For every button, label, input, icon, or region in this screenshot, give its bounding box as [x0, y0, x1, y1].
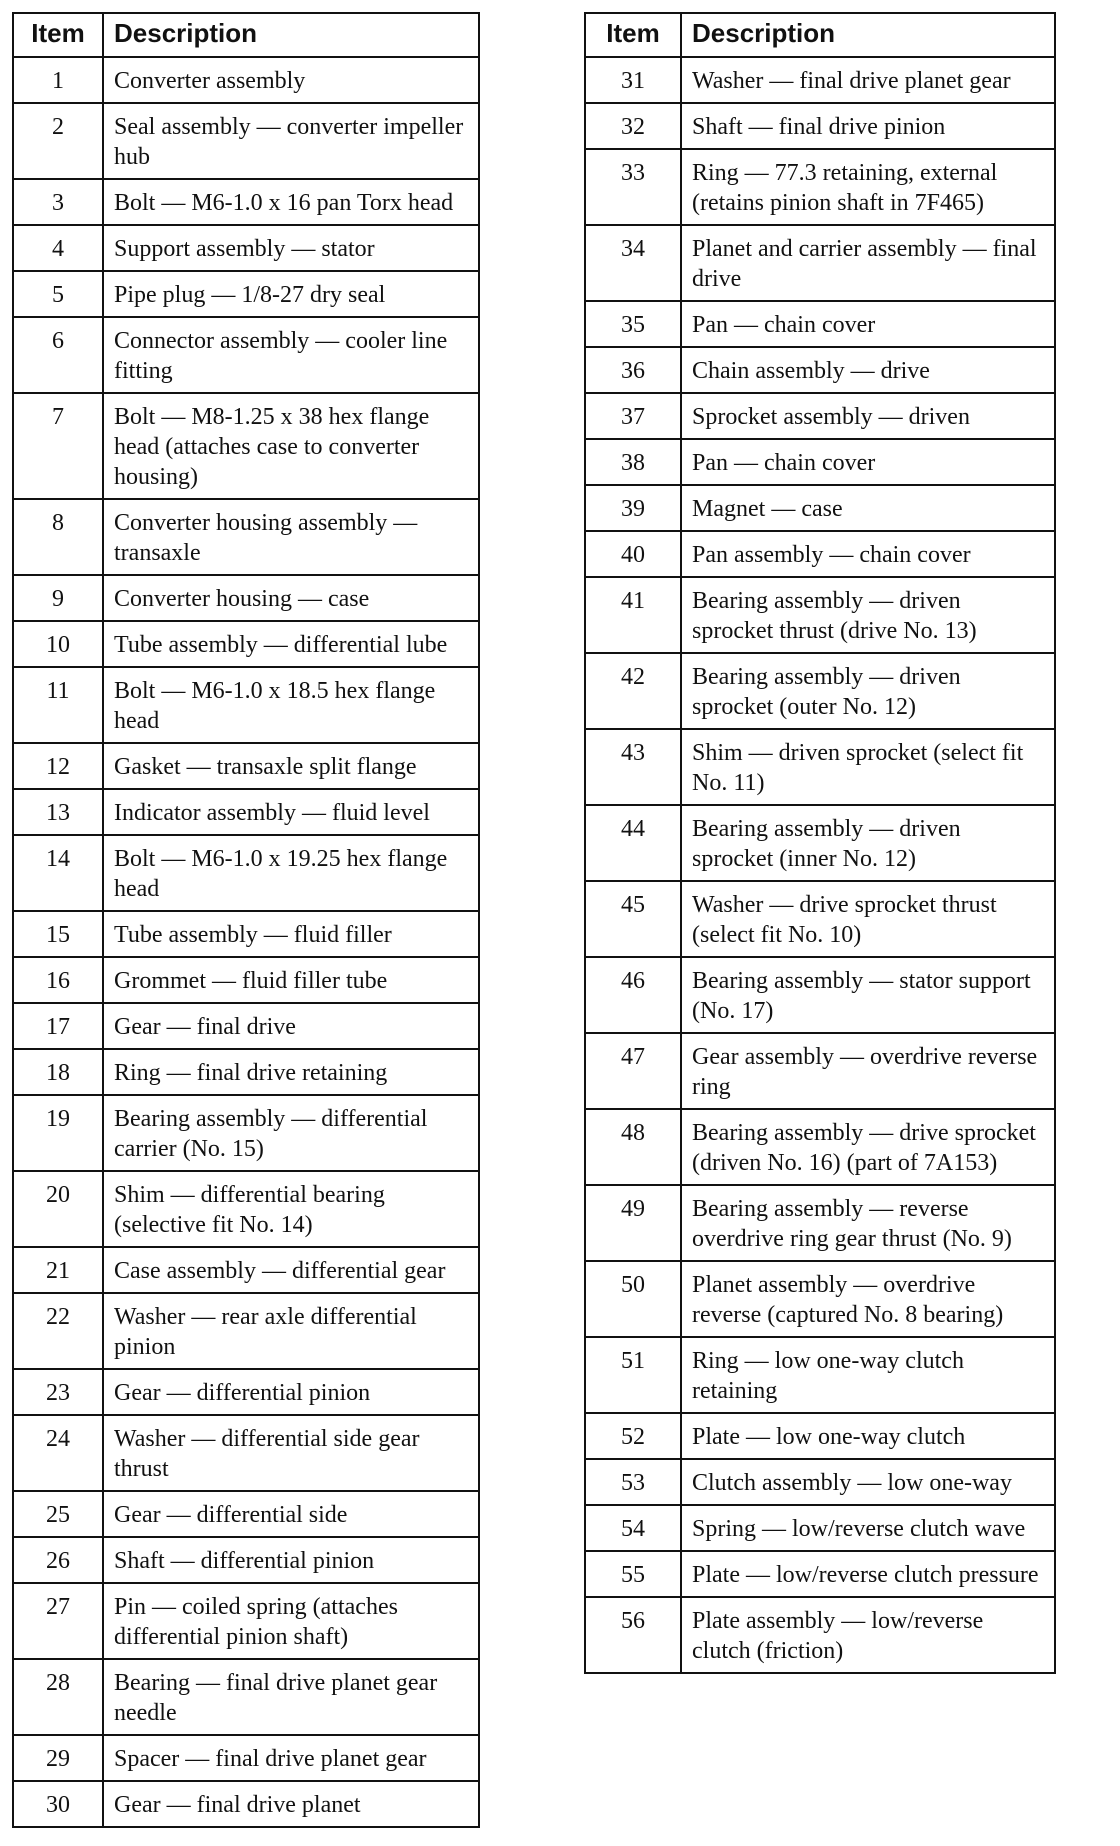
table-row	[13, 911, 479, 957]
item-number: 32	[585, 103, 681, 149]
item-description: Bearing assembly — driven sprocket thrust (drive No. 13)	[681, 577, 1055, 653]
item-number: 19	[13, 1095, 103, 1171]
table-row	[13, 1415, 479, 1491]
item-number: 37	[585, 393, 681, 439]
item-number: 28	[13, 1659, 103, 1735]
item-description: Pan — chain cover	[681, 301, 1055, 347]
item-number: 8	[13, 499, 103, 575]
item-description: Bearing assembly — reverse overdrive ring gear thrust (No. 9)	[681, 1185, 1055, 1261]
table-row	[13, 1049, 479, 1095]
item-number: 14	[13, 835, 103, 911]
item-number: 22	[13, 1293, 103, 1369]
table-row	[585, 1597, 1055, 1673]
item-description: Indicator assembly — fluid level	[103, 789, 479, 835]
item-number: 15	[13, 911, 103, 957]
item-number: 36	[585, 347, 681, 393]
item-number: 33	[585, 149, 681, 225]
item-number: 5	[13, 271, 103, 317]
item-number: 2	[13, 103, 103, 179]
table-row	[585, 1337, 1055, 1413]
item-number: 54	[585, 1505, 681, 1551]
item-number: 38	[585, 439, 681, 485]
item-description: Bearing — final drive planet gear needle	[103, 1659, 479, 1735]
item-description: Chain assembly — drive	[681, 347, 1055, 393]
item-description: Pan — chain cover	[681, 439, 1055, 485]
item-number: 25	[13, 1491, 103, 1537]
table-row	[585, 225, 1055, 301]
item-number: 45	[585, 881, 681, 957]
item-description: Gear assembly — overdrive reverse ring	[681, 1033, 1055, 1109]
table-row	[585, 301, 1055, 347]
table-row	[13, 499, 479, 575]
item-number: 31	[585, 57, 681, 103]
item-description: Bearing assembly — differential carrier (No. 15)	[103, 1095, 479, 1171]
table-row	[13, 1369, 479, 1415]
item-number: 26	[13, 1537, 103, 1583]
table-row	[585, 57, 1055, 103]
item-number: 10	[13, 621, 103, 667]
item-number: 39	[585, 485, 681, 531]
table-row	[13, 1095, 479, 1171]
item-description: Bearing assembly — driven sprocket (inner No. 12)	[681, 805, 1055, 881]
item-description: Seal assembly — converter impeller hub	[103, 103, 479, 179]
item-number: 3	[13, 179, 103, 225]
item-number: 17	[13, 1003, 103, 1049]
item-description: Spring — low/reverse clutch wave	[681, 1505, 1055, 1551]
item-number: 4	[13, 225, 103, 271]
table-row	[13, 1735, 479, 1781]
item-description: Pipe plug — 1/8-27 dry seal	[103, 271, 479, 317]
item-description: Bolt — M6-1.0 x 16 pan Torx head	[103, 179, 479, 225]
description-column-header: Description	[103, 13, 479, 57]
table-row	[585, 1505, 1055, 1551]
item-description: Grommet — fluid filler tube	[103, 957, 479, 1003]
table-row	[13, 103, 479, 179]
table-row	[585, 347, 1055, 393]
item-column-header: Item	[585, 13, 681, 57]
item-description: Washer — final drive planet gear	[681, 57, 1055, 103]
item-number: 18	[13, 1049, 103, 1095]
item-number: 55	[585, 1551, 681, 1597]
item-number: 34	[585, 225, 681, 301]
table-row	[585, 881, 1055, 957]
item-number: 56	[585, 1597, 681, 1673]
table-row	[13, 1247, 479, 1293]
item-number: 42	[585, 653, 681, 729]
item-number: 24	[13, 1415, 103, 1491]
item-number: 47	[585, 1033, 681, 1109]
item-number: 6	[13, 317, 103, 393]
table-row	[13, 667, 479, 743]
item-description: Washer — differential side gear thrust	[103, 1415, 479, 1491]
table-row	[13, 621, 479, 667]
item-number: 23	[13, 1369, 103, 1415]
item-description: Plate — low one-way clutch	[681, 1413, 1055, 1459]
item-number: 16	[13, 957, 103, 1003]
item-description: Bolt — M6-1.0 x 19.25 hex flange head	[103, 835, 479, 911]
table-row	[585, 805, 1055, 881]
item-description: Shim — differential bearing (selective fit No. 14)	[103, 1171, 479, 1247]
item-description: Tube assembly — differential lube	[103, 621, 479, 667]
item-description: Shaft — differential pinion	[103, 1537, 479, 1583]
table-row	[585, 1185, 1055, 1261]
item-description: Pin — coiled spring (attaches differential pinion shaft)	[103, 1583, 479, 1659]
table-row	[13, 1171, 479, 1247]
item-description: Support assembly — stator	[103, 225, 479, 271]
table-row	[585, 577, 1055, 653]
table-row	[13, 1537, 479, 1583]
table-row	[13, 1781, 479, 1827]
item-number: 12	[13, 743, 103, 789]
item-number: 9	[13, 575, 103, 621]
item-description: Ring — 77.3 retaining, external (retains pinion shaft in 7F465)	[681, 149, 1055, 225]
item-number: 46	[585, 957, 681, 1033]
item-number: 1	[13, 57, 103, 103]
item-description: Gasket — transaxle split flange	[103, 743, 479, 789]
item-number: 20	[13, 1171, 103, 1247]
item-description: Clutch assembly — low one-way	[681, 1459, 1055, 1505]
table-row	[13, 317, 479, 393]
item-number: 35	[585, 301, 681, 347]
item-description: Gear — differential side	[103, 1491, 479, 1537]
item-description: Plate — low/reverse clutch pressure	[681, 1551, 1055, 1597]
item-description: Ring — final drive retaining	[103, 1049, 479, 1095]
item-description: Washer — rear axle differential pinion	[103, 1293, 479, 1369]
item-description: Gear — final drive planet	[103, 1781, 479, 1827]
table-row	[13, 1293, 479, 1369]
item-description: Plate assembly — low/reverse clutch (friction)	[681, 1597, 1055, 1673]
item-number: 29	[13, 1735, 103, 1781]
item-description: Case assembly — differential gear	[103, 1247, 479, 1293]
item-description: Pan assembly — chain cover	[681, 531, 1055, 577]
table-row	[585, 1261, 1055, 1337]
item-number: 53	[585, 1459, 681, 1505]
table-row	[585, 103, 1055, 149]
item-description: Converter housing assembly — transaxle	[103, 499, 479, 575]
table-row	[13, 179, 479, 225]
item-number: 48	[585, 1109, 681, 1185]
item-description: Tube assembly — fluid filler	[103, 911, 479, 957]
item-number: 11	[13, 667, 103, 743]
table-row	[13, 1003, 479, 1049]
item-description: Bearing assembly — driven sprocket (outer No. 12)	[681, 653, 1055, 729]
item-number: 43	[585, 729, 681, 805]
table-row	[585, 439, 1055, 485]
item-description: Connector assembly — cooler line fitting	[103, 317, 479, 393]
item-number: 52	[585, 1413, 681, 1459]
table-row	[13, 1491, 479, 1537]
item-number: 41	[585, 577, 681, 653]
item-column-header: Item	[13, 13, 103, 57]
item-description: Spacer — final drive planet gear	[103, 1735, 479, 1781]
table-row	[585, 957, 1055, 1033]
table-header-row	[13, 13, 479, 57]
table-row	[13, 225, 479, 271]
item-description: Planet assembly — overdrive reverse (captured No. 8 bearing)	[681, 1261, 1055, 1337]
item-description: Bolt — M6-1.0 x 18.5 hex flange head	[103, 667, 479, 743]
item-number: 44	[585, 805, 681, 881]
table-row	[585, 149, 1055, 225]
table-row	[585, 531, 1055, 577]
table-row	[13, 957, 479, 1003]
item-description: Bearing assembly — stator support (No. 17)	[681, 957, 1055, 1033]
table-row	[13, 1659, 479, 1735]
table-row	[13, 1583, 479, 1659]
table-row	[13, 835, 479, 911]
item-description: Magnet — case	[681, 485, 1055, 531]
table-row	[585, 1033, 1055, 1109]
table-row	[585, 729, 1055, 805]
item-number: 40	[585, 531, 681, 577]
item-description: Planet and carrier assembly — final drive	[681, 225, 1055, 301]
item-number: 27	[13, 1583, 103, 1659]
table-row	[13, 57, 479, 103]
item-description: Gear — final drive	[103, 1003, 479, 1049]
table-row	[585, 485, 1055, 531]
item-number: 7	[13, 393, 103, 499]
item-description: Shaft — final drive pinion	[681, 103, 1055, 149]
item-description: Bolt — M8-1.25 x 38 hex flange head (attaches case to converter housing)	[103, 393, 479, 499]
item-description: Ring — low one-way clutch retaining	[681, 1337, 1055, 1413]
parts-table-left	[12, 12, 480, 1828]
table-row	[585, 1459, 1055, 1505]
item-number: 51	[585, 1337, 681, 1413]
table-row	[13, 393, 479, 499]
item-number: 30	[13, 1781, 103, 1827]
table-row	[585, 1413, 1055, 1459]
table-row	[585, 1109, 1055, 1185]
table-row	[585, 653, 1055, 729]
item-description: Sprocket assembly — driven	[681, 393, 1055, 439]
item-description: Shim — driven sprocket (select fit No. 11)	[681, 729, 1055, 805]
item-description: Converter housing — case	[103, 575, 479, 621]
table-row	[13, 789, 479, 835]
table-header-row	[585, 13, 1055, 57]
parts-table-right	[584, 12, 1056, 1674]
item-number: 21	[13, 1247, 103, 1293]
item-description: Converter assembly	[103, 57, 479, 103]
item-number: 50	[585, 1261, 681, 1337]
table-row	[13, 271, 479, 317]
table-row	[13, 743, 479, 789]
description-column-header: Description	[681, 13, 1055, 57]
item-description: Bearing assembly — drive sprocket (driven No. 16) (part of 7A153)	[681, 1109, 1055, 1185]
table-row	[13, 575, 479, 621]
item-description: Washer — drive sprocket thrust (select fit No. 10)	[681, 881, 1055, 957]
table-row	[585, 1551, 1055, 1597]
item-description: Gear — differential pinion	[103, 1369, 479, 1415]
item-number: 49	[585, 1185, 681, 1261]
item-number: 13	[13, 789, 103, 835]
table-row	[585, 393, 1055, 439]
